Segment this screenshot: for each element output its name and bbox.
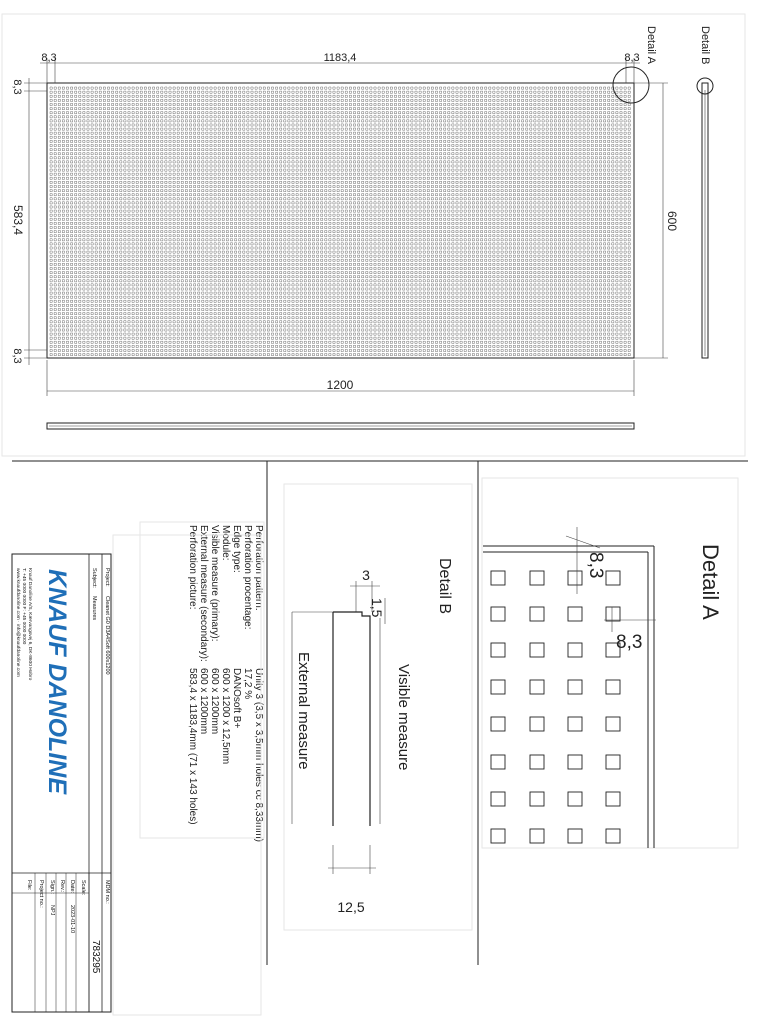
detail-a-hole <box>568 607 582 621</box>
detail-a-hole <box>606 717 620 731</box>
title-block-bg <box>113 535 261 1015</box>
tb-scale-label: Scale: <box>80 880 86 896</box>
detail-a-hole <box>606 680 620 694</box>
tb-mdm-value: 783295 <box>90 940 101 974</box>
detail-b-view <box>284 484 472 930</box>
title-block <box>12 535 261 1015</box>
spec-label: Perforation picture: <box>187 525 198 610</box>
knauf-danoline-logo: KNAUF DANOLINE <box>43 569 71 794</box>
tb-sign-value: NPJ <box>49 905 55 916</box>
detail-a-hole <box>568 680 582 694</box>
detail-a-hole <box>568 755 582 769</box>
tb-date-value: 2023-01-10 <box>69 905 75 934</box>
dim-height-total <box>634 83 679 358</box>
detail-a-hole-grid <box>491 571 620 843</box>
spec-value: 600 x 1200mm <box>198 668 209 735</box>
spec-value: Unity 3 (3,5 x 3,5mm holes cc 8,33mm) <box>253 668 264 842</box>
detail-a-hole <box>530 607 544 621</box>
detail-a-hole <box>530 829 544 843</box>
spec-value: DANOsoft B+ <box>231 668 242 729</box>
detail-b-visible-measure: Visible measure <box>395 664 412 771</box>
detail-a-hole <box>568 829 582 843</box>
detail-b-dim-3: 3 <box>362 567 370 583</box>
detail-a-hole <box>606 829 620 843</box>
spec-label: Perforation procentage: <box>242 525 253 630</box>
detail-b-tag: Detail B <box>699 26 711 65</box>
detail-a-hole <box>491 717 505 731</box>
dim-width-inner <box>40 52 640 83</box>
detail-b-external-measure: External measure <box>295 652 312 770</box>
spec-label: Perforation pattern: <box>253 525 264 611</box>
spec-label: Edge type: <box>231 525 242 573</box>
dim-width-inner-label: 1183,4 <box>323 52 357 64</box>
tb-company-line3: www.knaufdanoline.com · info@knaufdanoline.com <box>15 568 20 677</box>
detail-b-title: Detail B <box>436 558 453 615</box>
detail-a-hole <box>530 717 544 731</box>
dim-edge-right-label: 8,3 <box>624 52 640 64</box>
specifications <box>140 522 264 842</box>
dim-edge-bottom-label: 8,3 <box>11 348 23 364</box>
detail-a-hole <box>530 680 544 694</box>
spec-label: External measure (secondary): <box>198 525 209 662</box>
detail-a-dim-top: 8,3 <box>585 552 606 579</box>
spec-value: 17,2 % <box>242 668 253 700</box>
detail-a-dim-side: 8,3 <box>616 632 643 653</box>
tb-projectno-label: Project no.: <box>38 880 44 908</box>
tb-subject-value: Measures <box>91 596 97 621</box>
detail-a-hole <box>530 792 544 806</box>
dim-edge-left-label: 8,3 <box>41 52 57 64</box>
panel-plan-view <box>2 14 745 456</box>
tb-subject-label: Subject: <box>91 568 97 588</box>
spec-value: 600 x 1200mm <box>209 668 220 735</box>
detail-a-tag: Detail A <box>645 26 657 64</box>
spec-value: 600 x 1200 x 12,5mm <box>220 668 231 765</box>
tb-mdm-label: MDM no.: <box>104 880 110 904</box>
tb-project-value: Cleanet G0 D3A4Soft 600x1200 <box>104 596 110 675</box>
detail-a-hole <box>606 571 620 585</box>
tb-sign-label: Sign.: <box>49 880 55 895</box>
detail-a-hole <box>530 643 544 657</box>
detail-a-hole <box>491 607 505 621</box>
detail-a-hole <box>568 717 582 731</box>
detail-a-hole <box>491 829 505 843</box>
detail-a-hole <box>568 571 582 585</box>
detail-a-hole <box>491 792 505 806</box>
detail-a-hole <box>606 792 620 806</box>
detail-b-dim-15: 1,5 <box>369 598 385 618</box>
detail-b-callout <box>697 26 713 358</box>
detail-a-hole <box>491 571 505 585</box>
dim-edge-top-label: 8,3 <box>11 79 23 95</box>
detail-a-hole <box>568 643 582 657</box>
detail-a-hole <box>491 680 505 694</box>
detail-b-dim-thickness: 12,5 <box>337 899 365 915</box>
dim-height-inner <box>11 78 47 365</box>
detail-a-title: Detail A <box>698 544 723 620</box>
detail-a-frame <box>482 478 738 848</box>
detail-a-hole <box>491 755 505 769</box>
panel-side-elevation <box>47 423 634 429</box>
detail-a-hole <box>568 792 582 806</box>
dim-width-total <box>47 360 634 396</box>
spec-label: Module: <box>220 525 231 561</box>
detail-a-hole <box>606 755 620 769</box>
tb-rev-label: Rev.: <box>59 880 65 893</box>
perforation-holes <box>50 87 630 356</box>
detail-a-hole <box>530 755 544 769</box>
spec-value: 583,4 x 1183,4mm (71 x 143 holes) <box>187 668 198 825</box>
dim-height-total-label: 600 <box>665 210 679 232</box>
perforation-field <box>50 87 630 356</box>
detail-a-hole <box>530 571 544 585</box>
detail-a-hole <box>606 607 620 621</box>
dim-height-inner-label: 583,4 <box>11 204 25 236</box>
tb-company-line1: Knauf Danoline A/S, Kærvangsvej 6, DK-8600 Hobro <box>27 568 32 681</box>
detail-a-callout <box>613 26 657 103</box>
detail-a-view <box>482 478 738 848</box>
tb-date-label: Date: <box>69 880 75 894</box>
tb-company-line2: T: +45 0000 0000 F: +45 0000 0000 <box>21 568 26 645</box>
spec-label: Visible measure (primary): <box>209 525 220 642</box>
dim-width-total-label: 1200 <box>326 378 354 392</box>
detail-a-hole <box>491 643 505 657</box>
tb-file-label: File: <box>26 880 32 891</box>
tb-project-label: Project: <box>104 568 110 587</box>
